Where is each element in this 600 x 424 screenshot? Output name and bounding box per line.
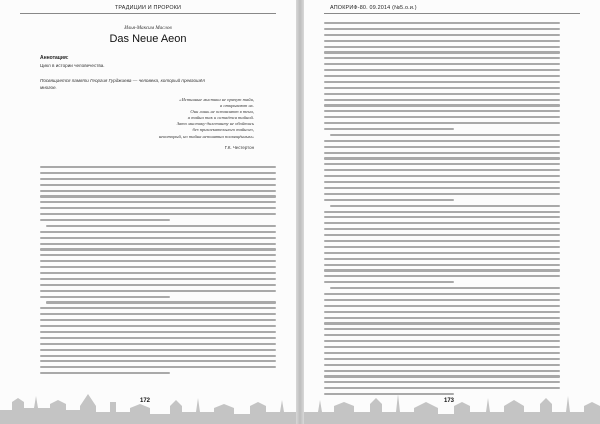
text-line: [324, 181, 560, 183]
text-line: [40, 237, 276, 239]
text-line: [324, 334, 560, 336]
text-line: [324, 322, 560, 324]
text-line: [40, 184, 276, 186]
text-line: [324, 240, 560, 242]
text-line: [324, 281, 454, 283]
text-line: [324, 187, 560, 189]
text-line: [324, 370, 560, 372]
text-line: [40, 219, 170, 221]
text-line: [324, 163, 560, 165]
text-line: [324, 211, 560, 213]
text-line: [40, 331, 276, 333]
epigraph-line: Зато мистику-дилетанту не обойтись: [176, 121, 254, 127]
left-body-text: [40, 166, 276, 378]
text-line: [324, 375, 560, 377]
text-line: [324, 275, 560, 277]
right-body-text: [324, 22, 560, 399]
book-spine: [296, 0, 304, 424]
text-line: [40, 178, 276, 180]
text-line: [324, 317, 560, 319]
text-line: [324, 293, 560, 295]
epigraph-line: а тайна так и остаётся тайной.: [187, 115, 254, 121]
text-line: [40, 231, 276, 233]
text-line: [324, 51, 560, 53]
text-line: [324, 122, 560, 124]
text-line: [324, 146, 560, 148]
text-line: [40, 349, 276, 351]
left-page-number: 172: [140, 398, 151, 404]
text-line: [324, 116, 560, 118]
text-line: [46, 225, 276, 227]
text-line: [324, 34, 560, 36]
text-line: [324, 22, 560, 24]
text-line: [324, 69, 560, 71]
epigraph-author: Г.К. Честертон: [224, 145, 254, 150]
article-title: Das Neue Aeon: [109, 33, 187, 45]
text-line: [324, 93, 560, 95]
city-skyline-illustration: [304, 384, 600, 424]
text-line: [40, 307, 276, 309]
text-line: [324, 305, 560, 307]
text-line: [324, 104, 560, 106]
text-line: [324, 199, 454, 201]
text-line: [40, 290, 276, 292]
text-line: [40, 272, 276, 274]
text-line: [324, 299, 560, 301]
text-line: [324, 228, 560, 230]
text-line: [40, 254, 276, 256]
right-running-header-text: АПОКРИФ-80. 09.2014 (№5.о.и.): [330, 5, 417, 11]
text-line: [40, 243, 276, 245]
text-line: [324, 269, 560, 271]
epigraph-line: «Истинные мистики не прячут тайн,: [179, 97, 254, 102]
dedication: Посвящается памяти Георгия Гурджиева — человека, который превзошёл многое.: [40, 78, 205, 90]
text-line: [40, 325, 276, 327]
text-line: [324, 57, 560, 59]
text-line: [324, 152, 560, 154]
text-line: [324, 169, 560, 171]
city-skyline-illustration: [0, 384, 296, 424]
text-line: [324, 328, 560, 330]
text-line: [40, 166, 276, 168]
epigraph-line: без привлекательного тайного,: [192, 127, 254, 133]
text-line: [40, 266, 276, 268]
text-line: [324, 140, 560, 142]
text-line: [40, 248, 276, 250]
text-line: [324, 128, 454, 130]
text-line: [324, 216, 560, 218]
text-line: [40, 319, 276, 321]
article-author: Илья-Максим Маслов: [124, 25, 172, 31]
text-line: [40, 337, 276, 339]
text-line: [324, 346, 560, 348]
text-line: [40, 313, 276, 315]
text-line: [40, 260, 276, 262]
text-line: [324, 157, 560, 159]
epigraph-line: а открывают их.: [219, 103, 254, 109]
text-line: [40, 278, 276, 280]
text-line: [40, 213, 276, 215]
text-line: [40, 372, 170, 374]
text-line: [330, 205, 560, 207]
epigraph-line: некоторый, но тайна непонятна посвящённым»: [158, 133, 254, 139]
text-line: [324, 222, 560, 224]
text-line: [40, 195, 276, 197]
epigraph-line: Они лишь не оставляют в тени,: [190, 109, 254, 115]
left-running-header: ТРАДИЦИИ И ПРОРОКИ: [20, 5, 276, 14]
text-line: [324, 81, 560, 83]
text-line: [324, 40, 560, 42]
text-line: [40, 296, 170, 298]
right-page: [304, 0, 600, 424]
text-line: [324, 352, 560, 354]
text-line: [324, 46, 560, 48]
right-running-header: [324, 5, 580, 14]
left-page: [0, 0, 296, 424]
text-line: [324, 358, 560, 360]
text-line: [324, 252, 560, 254]
text-line: [40, 172, 276, 174]
text-line: [324, 28, 560, 30]
text-line: [324, 175, 560, 177]
text-line: [40, 190, 276, 192]
text-line: [46, 301, 276, 303]
text-line: [324, 311, 560, 313]
text-line: [40, 366, 276, 368]
text-line: [40, 207, 276, 209]
text-line: [324, 110, 560, 112]
text-line: [324, 87, 560, 89]
text-line: [40, 360, 276, 362]
right-page-number: 173: [444, 398, 455, 404]
abstract-text: Цикл в истории человечества.: [40, 63, 105, 68]
text-line: [324, 63, 560, 65]
text-line: [40, 201, 276, 203]
text-line: [40, 284, 276, 286]
text-line: [40, 355, 276, 357]
epigraph: [94, 97, 254, 140]
abstract-label: Аннотация:: [40, 55, 69, 61]
text-line: [324, 264, 560, 266]
text-line: [324, 340, 560, 342]
text-line: [330, 287, 560, 289]
text-line: [324, 258, 560, 260]
text-line: [324, 75, 560, 77]
text-line: [324, 364, 560, 366]
text-line: [324, 99, 560, 101]
text-line: [324, 234, 560, 236]
text-line: [40, 343, 276, 345]
text-line: [324, 193, 560, 195]
text-line: [324, 246, 560, 248]
text-line: [330, 134, 560, 136]
